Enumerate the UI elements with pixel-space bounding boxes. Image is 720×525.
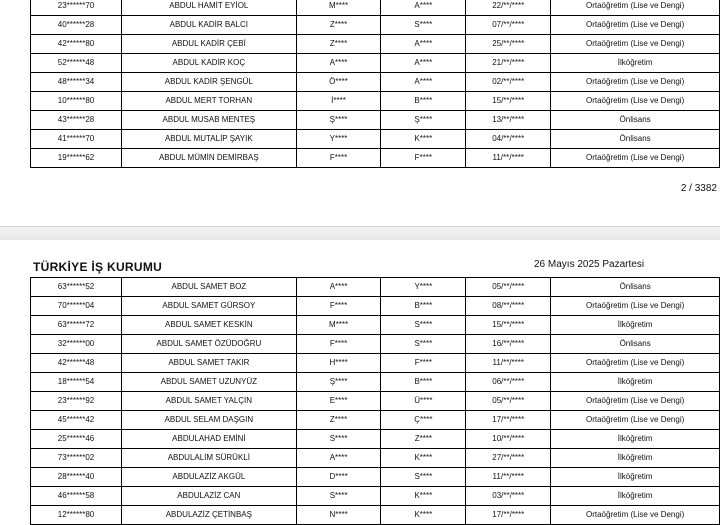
education-cell: İlköğretim (551, 487, 720, 506)
tc-cell: 12******80 (31, 506, 122, 525)
table-row (31, 0, 720, 16)
name-cell: ABDULAZİZ CAN (122, 487, 297, 506)
birth-date-cell: 02/**/**** (466, 73, 551, 92)
birth-date-cell: 21/**/**** (466, 54, 551, 73)
birth-date-cell: 04/**/**** (466, 130, 551, 149)
table-row (31, 335, 720, 354)
records-table-top (30, 0, 720, 168)
education-cell: İlköğretim (551, 54, 720, 73)
education-cell: Ortaöğretim (Lise ve Dengi) (551, 73, 720, 92)
table-row (31, 506, 720, 525)
name-cell: ABDUL MERT TORHAN (122, 92, 297, 111)
tc-cell: 63******52 (31, 278, 122, 297)
education-cell: İlköğretim (551, 468, 720, 487)
father-initial-cell: Z**** (296, 411, 381, 430)
father-initial-cell: F**** (296, 149, 381, 168)
education-cell: Ortaöğretim (Lise ve Dengi) (551, 149, 720, 168)
mother-initial-cell: A**** (381, 35, 466, 54)
father-initial-cell: İ**** (296, 92, 381, 111)
mother-initial-cell: F**** (381, 354, 466, 373)
table-row (31, 468, 720, 487)
birth-date-cell: 27/**/**** (466, 449, 551, 468)
mother-initial-cell: K**** (381, 130, 466, 149)
name-cell: ABDUL HAMİT EYİOL (122, 0, 297, 16)
tc-cell: 41******70 (31, 130, 122, 149)
tc-cell: 73******02 (31, 449, 122, 468)
education-cell: Önlisans (551, 130, 720, 149)
father-initial-cell: Z**** (296, 16, 381, 35)
name-cell: ABDUL KADİR KOÇ (122, 54, 297, 73)
name-cell: ABDUL SAMET UZUNYÜZ (122, 373, 297, 392)
name-cell: ABDUL SELAM DAŞGIN (122, 411, 297, 430)
mother-initial-cell: A**** (381, 73, 466, 92)
name-cell: ABDUL MÜMİN DEMİRBAŞ (122, 149, 297, 168)
name-cell: ABDUL SAMET TAKIR (122, 354, 297, 373)
name-cell: ABDUL SAMET ÖZÜDOĞRU (122, 335, 297, 354)
mother-initial-cell: Y**** (381, 278, 466, 297)
name-cell: ABDUL SAMET GÜRSOY (122, 297, 297, 316)
table-row (31, 16, 720, 35)
tc-cell: 40******28 (31, 16, 122, 35)
education-cell: Önlisans (551, 335, 720, 354)
mother-initial-cell: S**** (381, 335, 466, 354)
tc-cell: 25******46 (31, 430, 122, 449)
birth-date-cell: 22/**/**** (466, 0, 551, 16)
education-cell: Ortaöğretim (Lise ve Dengi) (551, 297, 720, 316)
father-initial-cell: M**** (296, 0, 381, 16)
tc-cell: 52******48 (31, 54, 122, 73)
education-cell: Ortaöğretim (Lise ve Dengi) (551, 506, 720, 525)
education-cell: İlköğretim (551, 316, 720, 335)
birth-date-cell: 11/**/**** (466, 468, 551, 487)
tc-cell: 48******34 (31, 73, 122, 92)
tc-cell: 70******04 (31, 297, 122, 316)
mother-initial-cell: Ü**** (381, 392, 466, 411)
education-cell: Ortaöğretim (Lise ve Dengi) (551, 411, 720, 430)
education-cell: Önlisans (551, 278, 720, 297)
birth-date-cell: 06/**/**** (466, 373, 551, 392)
birth-date-cell: 05/**/**** (466, 278, 551, 297)
table-row (31, 73, 720, 92)
tc-cell: 19******62 (31, 149, 122, 168)
table-row (31, 449, 720, 468)
education-cell: Ortaöğretim (Lise ve Dengi) (551, 16, 720, 35)
mother-initial-cell: B**** (381, 297, 466, 316)
mother-initial-cell: A**** (381, 54, 466, 73)
birth-date-cell: 10/**/**** (466, 430, 551, 449)
tc-cell: 32******00 (31, 335, 122, 354)
table-row (31, 392, 720, 411)
table-row (31, 149, 720, 168)
mother-initial-cell: S**** (381, 468, 466, 487)
mother-initial-cell: A**** (381, 0, 466, 16)
name-cell: ABDUL MUTALİP ŞAYIK (122, 130, 297, 149)
mother-initial-cell: F**** (381, 149, 466, 168)
records-table-bottom (30, 277, 720, 525)
birth-date-cell: 08/**/**** (466, 297, 551, 316)
report-date: 26 Mayıs 2025 Pazartesi (534, 259, 645, 270)
education-cell: İlköğretim (551, 430, 720, 449)
tc-cell: 28******40 (31, 468, 122, 487)
mother-initial-cell: K**** (381, 506, 466, 525)
birth-date-cell: 13/**/**** (466, 111, 551, 130)
father-initial-cell: Ş**** (296, 373, 381, 392)
mother-initial-cell: B**** (381, 373, 466, 392)
name-cell: ABDULAZİZ AKGÜL (122, 468, 297, 487)
mother-initial-cell: S**** (381, 16, 466, 35)
document-page-3 (0, 240, 720, 523)
name-cell: ABDULAZİZ ÇETİNBAŞ (122, 506, 297, 525)
education-cell: Ortaöğretim (Lise ve Dengi) (551, 0, 720, 16)
name-cell: ABDUL SAMET YALÇIN (122, 392, 297, 411)
table-row (31, 111, 720, 130)
birth-date-cell: 16/**/**** (466, 335, 551, 354)
birth-date-cell: 11/**/**** (466, 149, 551, 168)
tc-cell: 42******48 (31, 354, 122, 373)
table-row (31, 354, 720, 373)
education-cell: Ortaöğretim (Lise ve Dengi) (551, 92, 720, 111)
name-cell: ABDUL KADİR BALCI (122, 16, 297, 35)
birth-date-cell: 15/**/**** (466, 92, 551, 111)
name-cell: ABDUL SAMET KESKİN (122, 316, 297, 335)
mother-initial-cell: S**** (381, 316, 466, 335)
table-row (31, 411, 720, 430)
mother-initial-cell: Ş**** (381, 111, 466, 130)
tc-cell: 42******80 (31, 35, 122, 54)
father-initial-cell: Ş**** (296, 111, 381, 130)
name-cell: ABDUL KADİR ÇEBİ (122, 35, 297, 54)
birth-date-cell: 17/**/**** (466, 411, 551, 430)
father-initial-cell: Z**** (296, 35, 381, 54)
mother-initial-cell: K**** (381, 449, 466, 468)
table-row (31, 430, 720, 449)
education-cell: Ortaöğretim (Lise ve Dengi) (551, 354, 720, 373)
mother-initial-cell: Z**** (381, 430, 466, 449)
father-initial-cell: S**** (296, 430, 381, 449)
mother-initial-cell: K**** (381, 487, 466, 506)
table-row (31, 130, 720, 149)
father-initial-cell: A**** (296, 278, 381, 297)
education-cell: İlköğretim (551, 373, 720, 392)
father-initial-cell: M**** (296, 316, 381, 335)
education-cell: İlköğretim (551, 449, 720, 468)
table-row (31, 278, 720, 297)
table-row (31, 54, 720, 73)
page-number: 2 / 3382 (680, 183, 717, 194)
father-initial-cell: F**** (296, 297, 381, 316)
tc-cell: 46******58 (31, 487, 122, 506)
mother-initial-cell: Ç**** (381, 411, 466, 430)
document-page-2 (0, 0, 720, 226)
tc-cell: 43******28 (31, 111, 122, 130)
father-initial-cell: E**** (296, 392, 381, 411)
table-row (31, 35, 720, 54)
table-row (31, 316, 720, 335)
father-initial-cell: Ö**** (296, 73, 381, 92)
tc-cell: 63******72 (31, 316, 122, 335)
father-initial-cell: A**** (296, 54, 381, 73)
birth-date-cell: 15/**/**** (466, 316, 551, 335)
name-cell: ABDUL SAMET BOZ (122, 278, 297, 297)
father-initial-cell: S**** (296, 487, 381, 506)
table-row (31, 487, 720, 506)
father-initial-cell: D**** (296, 468, 381, 487)
name-cell: ABDULALİM SÜRÜKLİ (122, 449, 297, 468)
name-cell: ABDULAHAD EMİNİ (122, 430, 297, 449)
table-row (31, 297, 720, 316)
father-initial-cell: F**** (296, 335, 381, 354)
tc-cell: 23******70 (31, 0, 122, 16)
tc-cell: 10******80 (31, 92, 122, 111)
father-initial-cell: A**** (296, 449, 381, 468)
education-cell: Ortaöğretim (Lise ve Dengi) (551, 392, 720, 411)
name-cell: ABDUL KADİR ŞENGÜL (122, 73, 297, 92)
mother-initial-cell: B**** (381, 92, 466, 111)
father-initial-cell: Y**** (296, 130, 381, 149)
tc-cell: 23******92 (31, 392, 122, 411)
birth-date-cell: 07/**/**** (466, 16, 551, 35)
tc-cell: 45******42 (31, 411, 122, 430)
organization-title: TÜRKİYE İŞ KURUMU (33, 260, 163, 274)
birth-date-cell: 11/**/**** (466, 354, 551, 373)
birth-date-cell: 05/**/**** (466, 392, 551, 411)
birth-date-cell: 03/**/**** (466, 487, 551, 506)
father-initial-cell: N**** (296, 506, 381, 525)
father-initial-cell: H**** (296, 354, 381, 373)
tc-cell: 18******54 (31, 373, 122, 392)
education-cell: Önlisans (551, 111, 720, 130)
birth-date-cell: 17/**/**** (466, 506, 551, 525)
education-cell: Ortaöğretim (Lise ve Dengi) (551, 35, 720, 54)
birth-date-cell: 25/**/**** (466, 35, 551, 54)
table-row (31, 373, 720, 392)
table-row (31, 92, 720, 111)
name-cell: ABDUL MUSAB MENTEŞ (122, 111, 297, 130)
